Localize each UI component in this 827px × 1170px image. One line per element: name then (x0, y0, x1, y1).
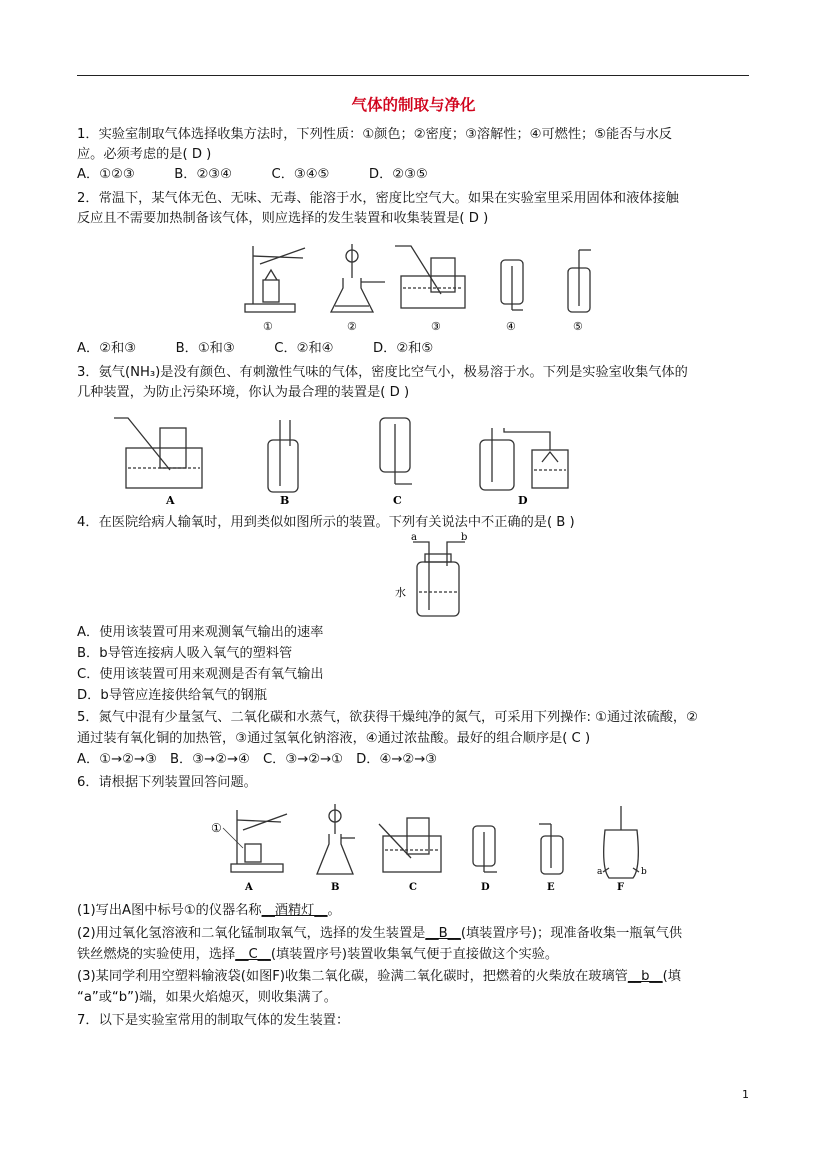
q2-apparatus-figure (235, 236, 600, 336)
fig-label-1: ① (263, 320, 273, 333)
apparatus-1 (245, 246, 305, 312)
fig-label-4: ④ (506, 320, 516, 333)
q5-stem-line1: 5．氮气中混有少量氢气、二氧化碳和水蒸气，欲获得干燥纯净的氮气，可采用下列操作: ①通过浓硫酸，② (77, 710, 698, 725)
q6-apparatus-f (603, 806, 639, 878)
q4-bottle-figure (385, 532, 475, 620)
q6-apparatus-d (473, 826, 497, 872)
page-number: 1 (742, 1088, 749, 1101)
q2-stem-line1: 2．常温下，某气体无色、无味、无毒、能溶于水，密度比空气大。如果在实验室里采用固体和液体接触 (77, 191, 679, 206)
tube-label-a: a (411, 532, 417, 543)
q1-stem-line1: 1．实验室制取气体选择收集方法时，下列性质：①颜色；②密度；③溶解性；④可燃性；⑤能否与水反 (77, 127, 672, 142)
q6-fig-label-e: E (547, 882, 555, 893)
q6-fig-label-b: B (331, 882, 340, 893)
q6-fig-label-a: A (245, 882, 253, 893)
fig-label-b: B (280, 494, 290, 507)
q6-sub2b-end: (填装置序号)装置收集氧气便于直接做这个实验。 (270, 947, 559, 962)
apparatus-4 (501, 260, 523, 310)
apparatus-2 (331, 244, 385, 312)
tube-label-b: b (461, 532, 468, 543)
q6-sub1 (77, 902, 341, 920)
q6-sub2b (77, 946, 558, 964)
q6-sub3b: “a”或“b”)端，如果火焰熄灭，则收集满了。 (77, 990, 337, 1005)
page-title: 气体的制取与净化 (351, 96, 476, 114)
option-d-apparatus (480, 428, 568, 490)
q4-option-c: C．使用该装置可用来观测是否有氧气输出 (77, 667, 324, 682)
q5-options: A．①→②→③ B．③→②→④ C．③→②→① D．④→②→③ (77, 752, 438, 767)
q7-stem: 7．以下是实验室常用的制取气体的发生装置： (77, 1013, 350, 1028)
q6-sub3-end: (填 (662, 969, 681, 984)
q1-stem-line2: 应。必须考虑的是( D ) (77, 147, 212, 162)
header-rule (77, 75, 749, 76)
q6-sub1-end: 。 (327, 903, 341, 918)
option-a-apparatus (114, 418, 202, 488)
q4-stem: 4．在医院给病人输氧时，用到类似如图所示的装置。下列有关说法中不正确的是( B ) (77, 515, 575, 530)
q6-apparatus-c (379, 818, 441, 872)
q6-apparatus-a (223, 810, 287, 872)
q6-sub3 (77, 968, 681, 986)
water-label: 水 (395, 586, 406, 599)
q3-apparatus-figure (100, 410, 580, 510)
q6-sub2 (77, 925, 682, 943)
q6-sub2-text: (2)用过氧化氢溶液和二氧化锰制取氧气，选择的发生装置是 (77, 926, 426, 941)
q6-apparatus-figure (205, 798, 645, 896)
q4-option-b: B．b导管连接病人吸入氧气的塑料管 (77, 646, 293, 661)
q6-f-label-a: a (597, 867, 603, 877)
q6-sub3-answer: __b__ (627, 969, 663, 984)
q2-options: A．②和③ B．①和③ C．②和④ D．②和⑤ (77, 341, 434, 356)
q6-stem: 6．请根据下列装置回答问题。 (77, 775, 257, 790)
q3-stem-line2: 几种装置，为防止污染环境，你认为最合理的装置是( D ) (77, 385, 410, 400)
apparatus-3 (395, 246, 465, 308)
q6-fig-label-d: D (481, 882, 490, 893)
q5-stem-line2: 通过装有氧化铜的加热管，③通过氢氧化钠溶液，④通过浓盐酸。最好的组合顺序是( C ) (77, 731, 591, 746)
fig-label-d: D (518, 494, 528, 507)
q6-sub1-answer: __酒精灯__ (261, 903, 328, 918)
q6-apparatus-e (539, 824, 563, 874)
q6-sub2-answer: __B__ (425, 926, 461, 941)
q6-fig-label-c: C (409, 882, 417, 893)
apparatus-5 (568, 250, 591, 312)
q6-mark-1: ① (211, 821, 222, 835)
q6-sub2b-text: 铁丝燃烧的实验使用，选择 (77, 947, 236, 962)
q6-f-label-b: b (641, 867, 647, 877)
fig-label-3: ③ (431, 320, 441, 333)
q6-sub2b-answer: __C__ (235, 947, 271, 962)
q4-option-d: D．b导管应连接供给氧气的钢瓶 (77, 688, 267, 703)
option-b-apparatus (268, 420, 298, 492)
fig-label-5: ⑤ (573, 320, 583, 333)
q6-sub1-text: (1)写出A图中标号①的仪器名称 (77, 903, 262, 918)
q1-options: A．①②③ B．②③④ C．③④⑤ D．②③⑤ (77, 167, 428, 182)
q4-option-a: A．使用该装置可用来观测氧气输出的速率 (77, 625, 324, 640)
q2-stem-line2: 反应且不需要加热制备该气体，则应选择的发生装置和收集装置是( D ) (77, 211, 489, 226)
option-c-apparatus (380, 418, 412, 484)
fig-label-2: ② (347, 320, 357, 333)
q6-fig-label-f: F (617, 882, 625, 893)
q6-sub3-text: (3)某同学利用空塑料输液袋(如图F)收集二氧化碳，验满二氧化碳时，把燃着的火柴放在玻璃管 (77, 969, 628, 984)
q6-sub2-end: (填装置序号)；现准备收集一瓶氧气供 (460, 926, 683, 941)
fig-label-a: A (166, 494, 175, 507)
q3-stem-line1: 3．氨气(NH₃)是没有颜色、有刺激性气味的气体，密度比空气小，极易溶于水。下列是实验室收集气体的 (77, 365, 688, 380)
fig-label-c: C (393, 494, 402, 507)
q6-apparatus-b (317, 804, 355, 874)
